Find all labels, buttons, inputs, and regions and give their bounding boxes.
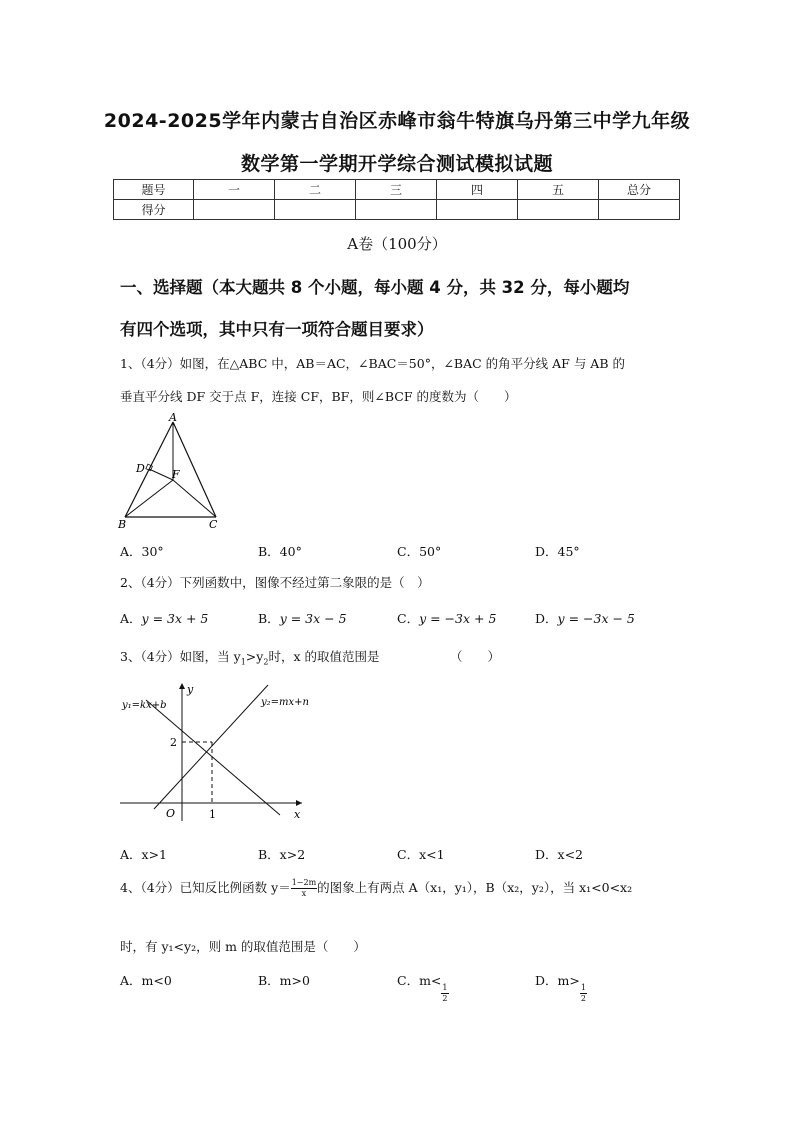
q2-option-d-formula: y = −3x − 5 bbox=[557, 611, 635, 626]
q2-option-d-letter: D． bbox=[535, 611, 558, 626]
q4-frac-den: x bbox=[301, 889, 307, 898]
score-cell[interactable] bbox=[437, 200, 518, 220]
q3-option-a[interactable]: A．x>1 bbox=[120, 847, 168, 862]
q3-stem-gt: >y bbox=[245, 649, 264, 664]
score-header-cell: 总分 bbox=[599, 180, 680, 200]
q4-option-c-half bbox=[441, 983, 448, 1004]
score-header-cell: 五 bbox=[518, 180, 599, 200]
q3-label-y2: y₂=mx+n bbox=[261, 697, 309, 708]
score-table bbox=[113, 179, 680, 220]
q1-label-c: C bbox=[209, 518, 218, 531]
q4-fraction bbox=[291, 878, 317, 899]
q3-stem bbox=[120, 647, 379, 667]
q4-option-c-text: C．m< bbox=[397, 973, 442, 988]
score-table-score-row bbox=[114, 200, 680, 220]
score-header-cell: 一 bbox=[194, 180, 275, 200]
q1-triangle-figure bbox=[116, 410, 226, 534]
q3-sub-1: 1 bbox=[240, 657, 246, 667]
q4-option-d-half bbox=[580, 983, 587, 1004]
q3-stem-suffix: 时，x 的取值范围是 bbox=[268, 649, 380, 664]
q3-option-d[interactable]: D．x<2 bbox=[535, 847, 583, 862]
score-cell[interactable] bbox=[194, 200, 275, 220]
q3-label-x-axis: x bbox=[294, 808, 301, 821]
q1-stem-line-1: 1、（4分）如图，在△ABC 中，AB＝AC，∠BAC＝50°，∠BAC 的角平分线 AF 与 AB 的 bbox=[120, 356, 625, 371]
q3-sub-2: 2 bbox=[263, 657, 269, 667]
score-header-cell: 题号 bbox=[114, 180, 194, 200]
q4-option-d-text: D．m> bbox=[535, 973, 580, 988]
q2-option-a[interactable] bbox=[120, 609, 208, 627]
score-header-cell: 四 bbox=[437, 180, 518, 200]
q4-option-c-half-den: 2 bbox=[442, 994, 448, 1003]
q4-option-d[interactable] bbox=[535, 971, 587, 1004]
score-cell[interactable] bbox=[599, 200, 680, 220]
q1-label-a: A bbox=[169, 411, 177, 424]
part1-heading-line-2: 有四个选项，其中只有一项符合题目要求） bbox=[120, 320, 434, 339]
title-line-2: 数学第一学期开学综合测试模拟试题 bbox=[240, 153, 553, 175]
q4-option-c-half-num: 1 bbox=[442, 983, 448, 992]
q3-label-origin: O bbox=[166, 807, 176, 820]
part1-heading-line-1: 一、选择题（本大题共 8 个小题，每小题 4 分，共 32 分，每小题均 bbox=[120, 278, 630, 297]
score-cell[interactable] bbox=[356, 200, 437, 220]
q4-stem-line-2: 时，有 y₁<y₂，则 m 的取值范围是（ ） bbox=[120, 939, 366, 954]
q4-stem-b: 的图象上有两点 A（x₁，y₁），B（x₂，y₂），当 x₁<0<x₂ bbox=[317, 880, 633, 895]
q1-stem-line-2: 垂直平分线 DF 交于点 F，连接 CF，BF，则∠BCF 的度数为（ ） bbox=[120, 389, 517, 404]
score-header-cell: 三 bbox=[356, 180, 437, 200]
q4-option-c[interactable] bbox=[397, 971, 449, 1004]
q1-label-f: F bbox=[172, 468, 180, 481]
section-a-heading: A卷（100分） bbox=[347, 235, 447, 253]
score-table-header-row bbox=[114, 180, 680, 200]
q4-option-d-half-den: 2 bbox=[580, 994, 586, 1003]
q2-option-c-formula: y = −3x + 5 bbox=[419, 611, 497, 626]
q3-label-y-axis: y bbox=[187, 683, 194, 696]
score-cell[interactable] bbox=[275, 200, 356, 220]
q3-paren: （ ） bbox=[450, 649, 501, 664]
score-cell[interactable] bbox=[518, 200, 599, 220]
q2-option-d[interactable] bbox=[535, 609, 635, 627]
q2-option-a-formula: y = 3x + 5 bbox=[141, 611, 209, 626]
q1-option-b[interactable]: B．40° bbox=[258, 544, 302, 559]
q3-line-y2 bbox=[146, 700, 280, 815]
q4-option-b[interactable]: B．m>0 bbox=[258, 973, 310, 988]
q2-option-b[interactable] bbox=[258, 609, 347, 627]
score-header-cell: 二 bbox=[275, 180, 356, 200]
q1-option-d[interactable]: D．45° bbox=[535, 544, 580, 559]
q2-stem: 2、（4分）下列函数中，图像不经过第二象限的是（ ） bbox=[120, 575, 430, 590]
score-row-label: 得分 bbox=[114, 200, 194, 220]
q2-option-c-letter: C． bbox=[397, 611, 420, 626]
q4-option-a[interactable]: A．m<0 bbox=[120, 973, 172, 988]
q4-option-d-half-num: 1 bbox=[580, 983, 586, 992]
q2-option-b-formula: y = 3x − 5 bbox=[279, 611, 347, 626]
q3-label-y1: y₁=kx+b bbox=[122, 700, 167, 711]
q4-stem-line-1 bbox=[120, 878, 632, 899]
q1-label-d: D bbox=[136, 462, 145, 475]
q1-label-b: B bbox=[118, 518, 127, 531]
q2-option-a-letter: A． bbox=[120, 611, 142, 626]
q3-label-y-tick: 2 bbox=[170, 736, 177, 749]
q3-option-b[interactable]: B．x>2 bbox=[258, 847, 306, 862]
q1-option-a[interactable]: A．30° bbox=[120, 544, 164, 559]
q1-option-c[interactable]: C．50° bbox=[397, 544, 442, 559]
q3-graph-figure bbox=[116, 676, 312, 826]
q3-option-c[interactable]: C．x<1 bbox=[397, 847, 445, 862]
q2-option-c[interactable] bbox=[397, 609, 496, 627]
q4-frac-num: 1−2m bbox=[291, 878, 317, 887]
q3-label-x-tick: 1 bbox=[209, 808, 216, 821]
q3-stem-prefix: 3、（4分）如图，当 y bbox=[120, 649, 241, 664]
q2-option-b-letter: B． bbox=[258, 611, 280, 626]
title-line-1: 2024-2025学年内蒙古自治区赤峰市翁牛特旗乌丹第三中学九年级 bbox=[103, 110, 691, 132]
q4-stem-a: 4、（4分）已知反比例函数 y＝ bbox=[120, 880, 291, 895]
